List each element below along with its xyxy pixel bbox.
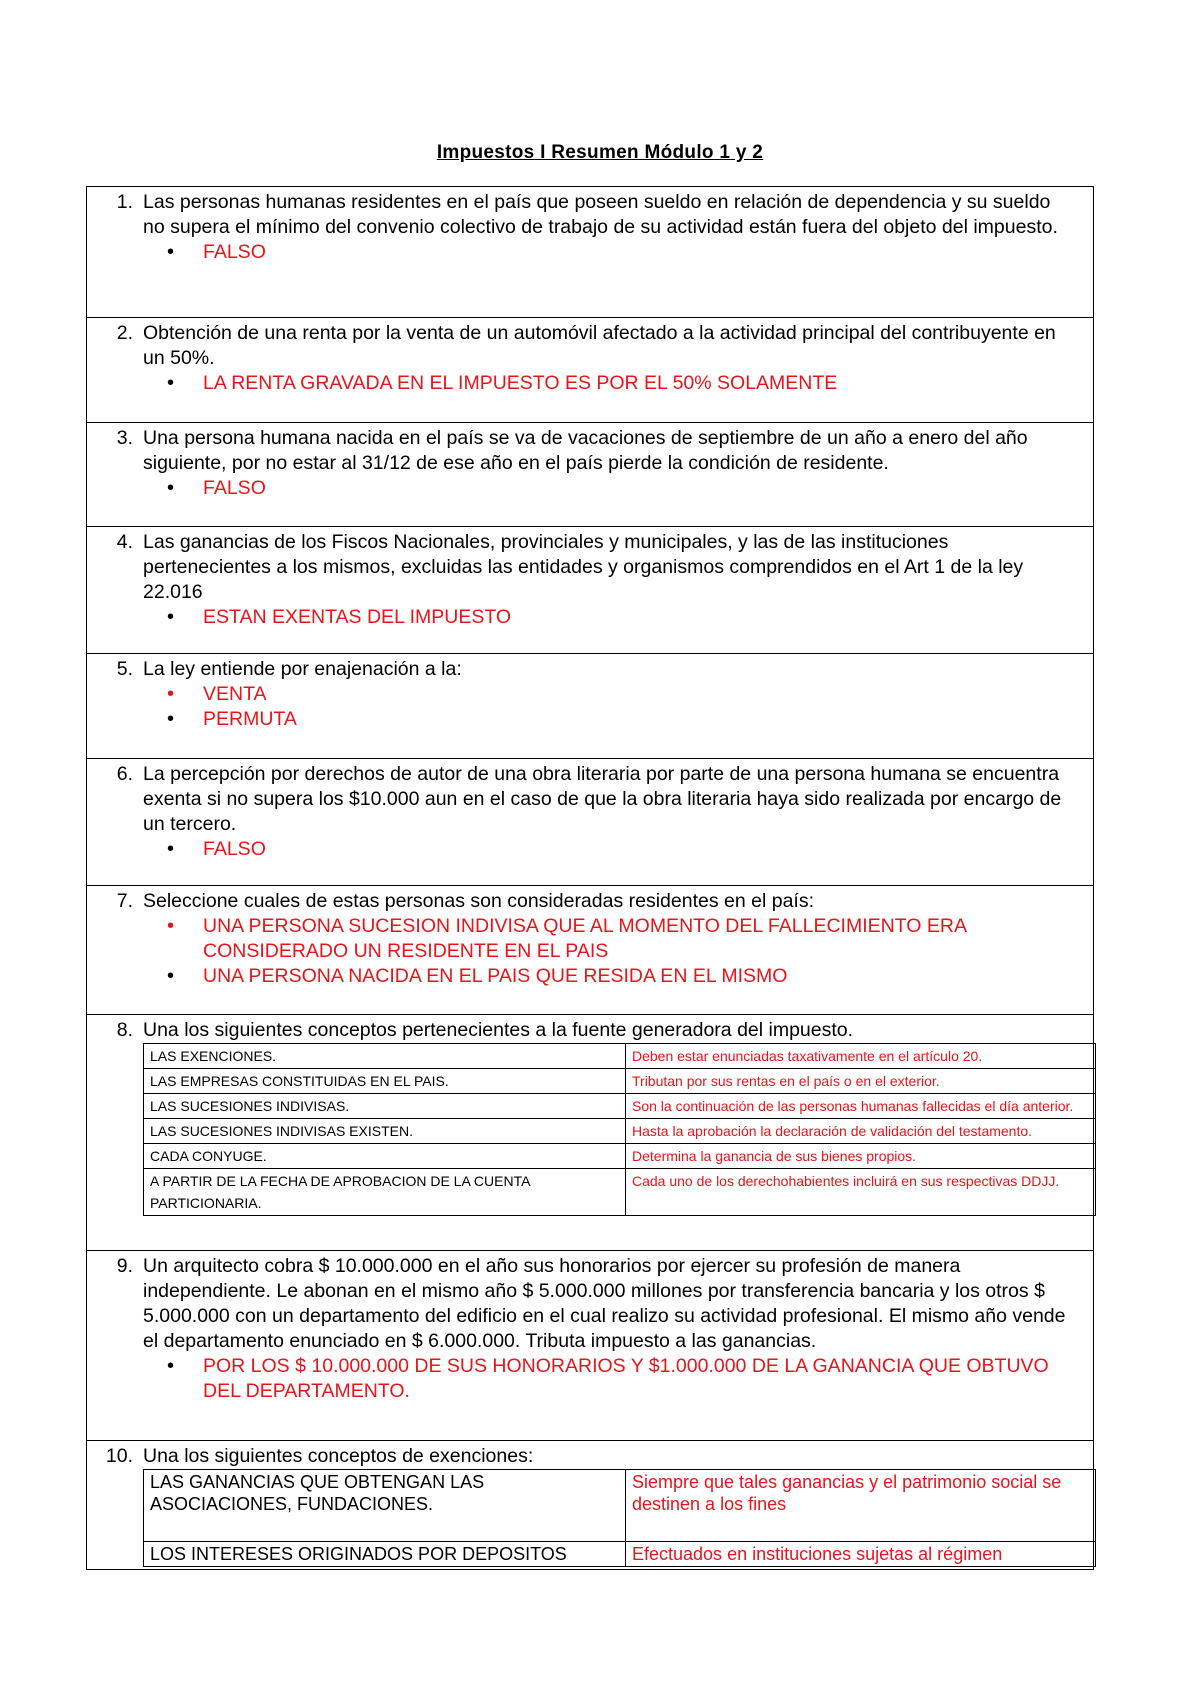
bullet-icon: • [167,1355,175,1377]
question-number: 7. [116,890,133,912]
question-cell-1 [87,187,1094,318]
bullet-icon: • [167,708,175,730]
answer-item [167,371,1085,396]
question-row-2 [87,318,1094,423]
question-row-4 [87,527,1094,654]
question-cell-9 [87,1251,1094,1441]
bullet-icon: • [167,965,175,987]
concept-cell: LAS EMPRESAS CONSTITUIDAS EN EL PAIS. [144,1069,626,1094]
question-text: Una los siguientes conceptos de exenciones: [143,1445,534,1467]
concept-cell: LAS SUCESIONES INDIVISAS EXISTEN. [144,1119,626,1144]
matching-row [144,1169,1096,1216]
question-cell-4 [87,527,1094,654]
question-cell-6 [87,759,1094,886]
question-row-6 [87,759,1094,886]
match-cell: Tributan por sus rentas en el país o en el exterior. [626,1069,1096,1094]
answer-text: FALSO [203,838,266,860]
question-text: Una persona humana nacida en el país se va de vacaciones de septiembre de un año a enero del año siguiente, por no estar al 31/12 de ese año en el país pierde la condición de residente. [143,427,1028,474]
question-cell-3 [87,423,1094,527]
answer-list [95,682,1085,732]
concept-cell: LOS INTERESES ORIGINADOS POR DEPOSITOS [144,1542,626,1567]
bullet-icon: • [167,477,175,499]
questions-table [86,186,1094,1570]
answer-list [95,914,1085,989]
matching-table [143,1043,1096,1216]
answer-text: VENTA [203,683,267,705]
bullet-icon: • [167,372,175,394]
question-number: 9. [116,1255,133,1277]
concept-cell: CADA CONYUGE. [144,1144,626,1169]
question-row-9 [87,1251,1094,1441]
match-cell: Cada uno de los derechohabientes incluirá en sus respectivas DDJJ. [626,1169,1096,1216]
answer-text: FALSO [203,241,266,263]
matching-row [144,1069,1096,1094]
question-text: La ley entiende por enajenación a la: [143,658,462,680]
matching-row [144,1119,1096,1144]
match-cell: Siempre que tales ganancias y el patrimonio social se destinen a los fines [626,1470,1096,1542]
match-cell: Determina la ganancia de sus bienes propios. [626,1144,1096,1169]
answer-text: PERMUTA [203,708,297,730]
question-cell-5 [87,654,1094,759]
match-cell: Deben estar enunciadas taxativamente en el artículo 20. [626,1044,1096,1069]
question-cell-7 [87,886,1094,1015]
question-number: 10. [105,1445,133,1467]
question-number: 5. [116,658,133,680]
answer-text: LA RENTA GRAVADA EN EL IMPUESTO ES POR EL 50% SOLAMENTE [203,372,838,394]
question-text: Un arquitecto cobra $ 10.000.000 en el año sus honorarios por ejercer su profesión de manera independiente. Le abonan en el mismo año $ 5.000.000 millones por transferencia bancaria y los otros $ 5.000.000 con un departamento del edificio en el cual realizo su actividad profesional. El mismo año vende el departamento enunciado en $ 6.000.000. Tributa impuesto a las ganancias. [143,1255,1066,1352]
answer-item [167,1354,1085,1404]
document-title: Impuestos I Resumen Módulo 1 y 2 [436,142,764,163]
question-text: La percepción por derechos de autor de una obra literaria por parte de una persona humana se encuentra exenta si no supera los $10.000 aun en el caso de que la obra literaria haya sido realizada por encargo de un tercero. [143,763,1062,835]
question-number: 6. [116,763,133,785]
answer-item [167,476,1085,501]
question-text: Obtención de una renta por la venta de un automóvil afectado a la actividad principal del contribuyente en un 50%. [143,322,1056,369]
answer-text: UNA PERSONA NACIDA EN EL PAIS QUE RESIDA EN EL MISMO [203,965,788,987]
answer-item [167,605,1085,630]
bullet-icon: • [167,606,175,628]
bullet-icon: • [167,838,175,860]
match-cell: Hasta la aprobación la declaración de validación del testamento. [626,1119,1096,1144]
question-text: Seleccione cuales de estas personas son consideradas residentes en el país: [143,890,814,912]
answer-list [95,1354,1085,1404]
answer-list [95,605,1085,630]
answer-item [167,837,1085,862]
concept-cell: LAS EXENCIONES. [144,1044,626,1069]
answer-item [167,914,1085,964]
answer-text: POR LOS $ 10.000.000 DE SUS HONORARIOS Y $1.000.000 DE LA GANANCIA QUE OBTUVO DEL DEPARTAMENTO. [203,1355,1049,1402]
answer-list [95,371,1085,396]
answer-item [167,682,1085,707]
question-cell-10 [87,1441,1094,1570]
match-cell: Efectuados en instituciones sujetas al régimen [626,1542,1096,1567]
answer-text: UNA PERSONA SUCESION INDIVISA QUE AL MOMENTO DEL FALLECIMIENTO ERA CONSIDERADO UN RESIDENTE EN EL PAIS [203,915,966,962]
question-cell-8 [87,1015,1094,1251]
bullet-icon: • [167,683,175,705]
answer-item [167,707,1085,732]
answer-list [95,240,1085,265]
question-row-10 [87,1441,1094,1570]
question-row-5 [87,654,1094,759]
matching-row [144,1144,1096,1169]
question-number: 3. [116,427,133,449]
question-number: 1. [116,191,133,213]
concept-cell: LAS GANANCIAS QUE OBTENGAN LAS ASOCIACIONES, FUNDACIONES. [144,1470,626,1542]
question-row-3 [87,423,1094,527]
question-row-7 [87,886,1094,1015]
question-number: 8. [116,1019,133,1041]
question-number: 2. [116,322,133,344]
answer-text: ESTAN EXENTAS DEL IMPUESTO [203,606,512,628]
matching-table [143,1469,1096,1567]
concept-cell: LAS SUCESIONES INDIVISAS. [144,1094,626,1119]
answer-item [167,964,1085,989]
question-text: Una los siguientes conceptos pertenecientes a la fuente generadora del impuesto. [143,1019,854,1041]
matching-row [144,1542,1096,1567]
match-cell: Son la continuación de las personas humanas fallecidas el día anterior. [626,1094,1096,1119]
question-number: 4. [116,531,133,553]
matching-row [144,1094,1096,1119]
answer-list [95,837,1085,862]
matching-row [144,1470,1096,1542]
bullet-icon: • [167,915,175,937]
question-row-8 [87,1015,1094,1251]
answer-text: FALSO [203,477,266,499]
question-text: Las ganancias de los Fiscos Nacionales, provinciales y municipales, y las de las instituciones pertenecientes a los mismos, excluidas las entidades y organismos comprendidos en el Art 1 de la ley 22.016 [143,531,1024,603]
question-text: Las personas humanas residentes en el país que poseen sueldo en relación de dependencia y su sueldo no supera el mínimo del convenio colectivo de trabajo de su actividad están fuera del objeto del impuesto. [143,191,1058,238]
matching-row [144,1044,1096,1069]
answer-list [95,476,1085,501]
concept-cell: A PARTIR DE LA FECHA DE APROBACION DE LA CUENTA PARTICIONARIA. [144,1169,626,1216]
answer-item [167,240,1085,265]
question-cell-2 [87,318,1094,423]
bullet-icon: • [167,241,175,263]
question-row-1 [87,187,1094,318]
